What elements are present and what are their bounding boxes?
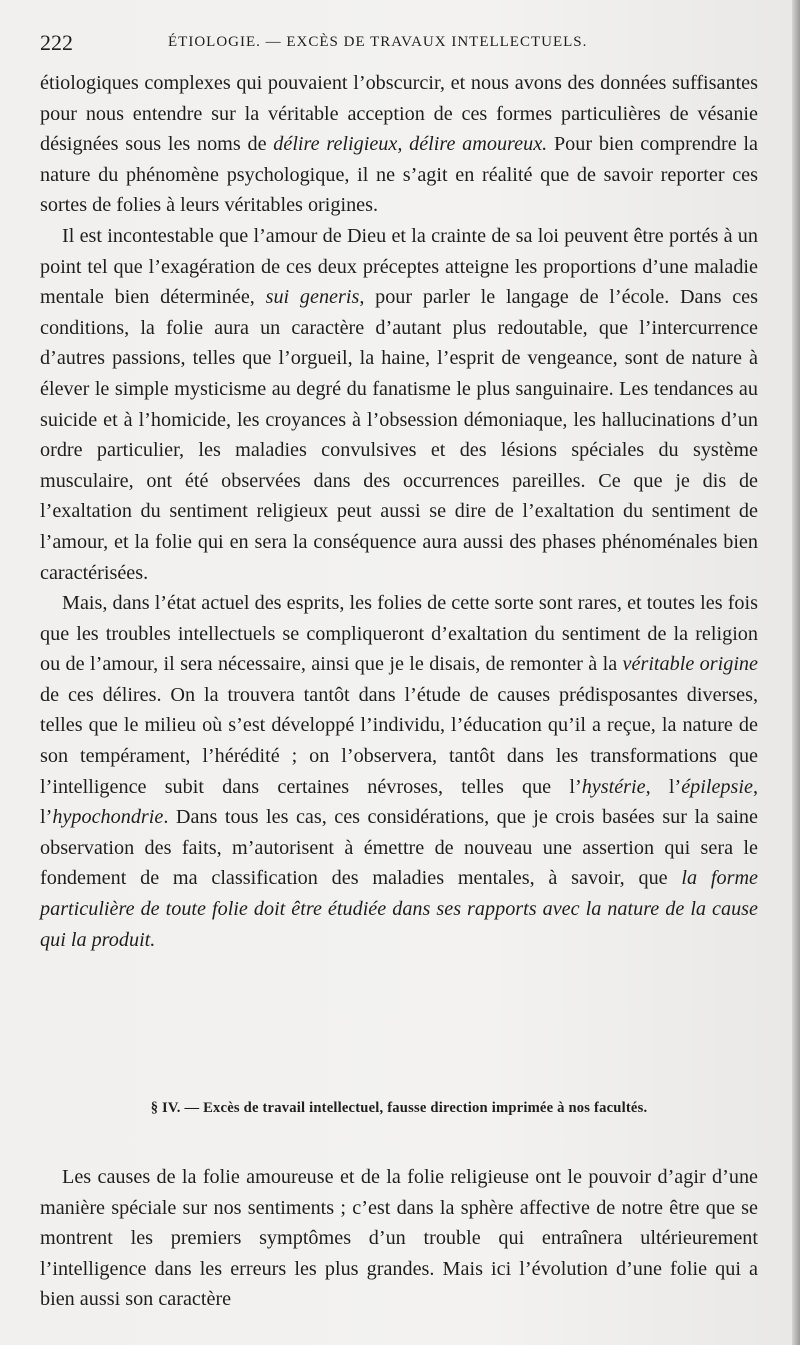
paragraph-1 [40,68,758,221]
main-text [40,68,758,955]
page-header [40,30,758,60]
paragraph-1-text-a: étiologiques complexes qui pouvaient l’obscurcir, et nous avons des données suffisantes pour nous entendre sur la véritable acception de ces formes particulières de vésanie désignées sous les noms de [40,72,758,156]
section-heading: § IV. — Excès de travail intellectuel, fausse direction imprimée à nos facultés. [150,1100,648,1116]
paragraph-3-text-a: Mais, dans l’état actuel des esprits, les folies de cette sorte sont rares, et toutes les fois que les troubles intellectuels se compliqueront d’exaltation du sentiment de la religion ou de l’amour, il sera nécessaire, ainsi que je le disais, de remonter à la [40,592,758,676]
paragraph-3-italic-b: véritable origine [622,653,758,676]
paragraph-3-text-i: . Dans tous les cas, ces considérations, que je crois basées sur la saine observation des faits, m’autorisent à émettre de nouveau une assertion qui sera le fondement de ma classification des maladies mentales, à savoir, que [40,806,758,890]
paragraph-3-italic-f: épilepsie [681,775,753,798]
main-text-continued [40,1162,758,1315]
paragraph-2-italic: sui generis [265,286,360,309]
paragraph-3-text-g: , l’ [40,775,758,829]
paragraph-1-text-c: Pour bien comprendre la nature du phénomène psychologique, il ne s’agit en réalité que de savoir reporter ces sortes de folies à leurs véritables origines. [40,133,759,217]
paragraph-3-italic-j: la forme particulière de toute folie doit être étudiée dans ses rapports avec la nature de la cause qui la produit. [40,867,758,951]
paragraph-2-text-c: , pour parler le langage de l’école. Dans ces conditions, la folie aura un caractère d’autant plus redoutable, que l’intercurrence d’autres passions, telles que l’orgueil, la haine, l’esprit de vengeance, sont de nature à élever le simple mysticisme au degré du fanatisme le plus sanguinaire. Les tendances au suicide et à l’homicide, les croyances à l’obsession démoniaque, les hallucinations d’un ordre particulier, les maladies convulsives et des lésions spéciales du système musculaire, ont été observées dans des occurrences pareilles. Ce que je dis de l’exaltation du sentiment religieux peut aussi se dire de l’exaltation du sentiment de l’amour, et la folie qui en sera la conséquence aura aussi des phases phénoménales bien caractérisées. [40,286,758,584]
paragraph-3-text-e: , l’ [645,775,682,798]
paragraph-3-italic-h: hypochondrie [52,806,164,829]
paragraph-2-text-a: Il est incontestable que l’amour de Dieu et la crainte de sa loi peuvent être portés à un point tel que l’exagération de ces deux préceptes atteigne les proportions d’une maladie mentale bien déterminée, [40,224,758,309]
page-number: 222 [40,30,73,55]
paragraph-3-italic-d: hystérie [581,775,646,798]
paragraph-1-italic: délire religieux, délire amoureux. [273,133,548,156]
paragraph-2 [40,221,758,588]
paragraph-3 [40,588,758,955]
paragraph-4: Les causes de la folie amoureuse et de la folie religieuse ont le pouvoir d’agir d’une manière spéciale sur nos sentiments ; c’est dans la sphère affective de notre être que se montrent les premiers symptômes d’un trouble qui entraînera ultérieurement l’intelligence dans les erreurs les plus grandes. Mais ici l’évolution d’une folie qui a bien aussi son caractère [40,1166,758,1311]
page-edge-shadow [792,0,800,1345]
paragraph-3-text-c: de ces délires. On la trouvera tantôt dans l’étude de causes prédisposantes diverses, telles que le milieu où s’est développé l’individu, l’éducation qu’il a reçue, la nature de son tempérament, l’hérédité ; on l’observera, tantôt dans les transformations que l’intelligence subit dans certaines névroses, telles que l’ [40,683,758,798]
running-title: ÉTIOLOGIE. — EXCÈS DE TRAVAUX INTELLECTUELS. [168,34,588,50]
